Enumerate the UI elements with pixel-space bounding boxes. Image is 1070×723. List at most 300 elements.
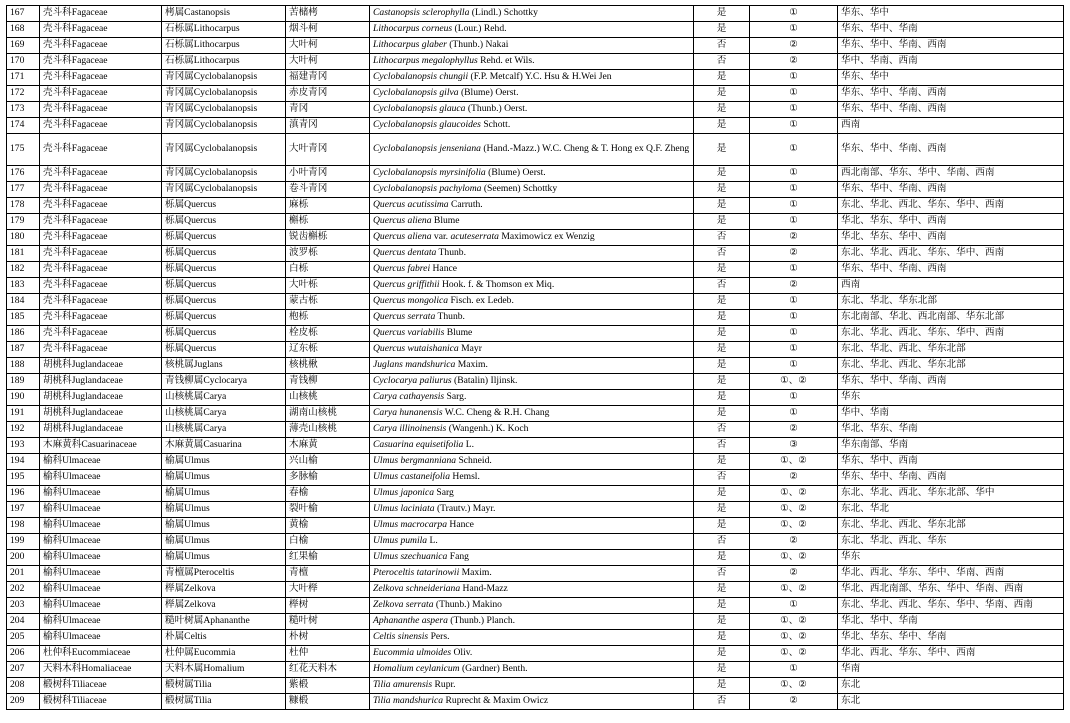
chinese-name-cell: 枹栎 bbox=[286, 310, 370, 326]
table-row bbox=[7, 230, 1064, 246]
table-row bbox=[7, 198, 1064, 214]
family-cell: 胡桃科Juglandaceae bbox=[40, 374, 162, 390]
genus-cell: 栎属Quercus bbox=[162, 214, 286, 230]
scientific-name-cell bbox=[370, 614, 694, 630]
genus-cell: 青冈属Cyclobalanopsis bbox=[162, 86, 286, 102]
category-cell: ①、② bbox=[750, 678, 838, 694]
category-cell: ③ bbox=[750, 438, 838, 454]
table-row bbox=[7, 646, 1064, 662]
category-cell: ① bbox=[750, 326, 838, 342]
scientific-binomial: Cyclobalanopsis jenseniana bbox=[373, 143, 481, 155]
row-number-cell: 193 bbox=[7, 438, 40, 454]
genus-cell: 石栎属Lithocarpus bbox=[162, 22, 286, 38]
scientific-name-cell bbox=[370, 390, 694, 406]
family-cell: 胡桃科Juglandaceae bbox=[40, 422, 162, 438]
row-number-cell: 181 bbox=[7, 246, 40, 262]
authority: (F.P. Metcalf) Y.C. Hsu & H.Wei Jen bbox=[468, 71, 612, 83]
scientific-binomial: Quercus aliena bbox=[373, 231, 432, 243]
distribution-region-cell: 华北、西北、华东、华中、华南、西南 bbox=[838, 566, 1064, 582]
family-cell: 壳斗科Fagaceae bbox=[40, 230, 162, 246]
row-number-cell: 207 bbox=[7, 662, 40, 678]
distribution-region-cell: 东北、华北 bbox=[838, 502, 1064, 518]
authority: (Gardner) Benth. bbox=[459, 663, 528, 675]
authority: Carruth. bbox=[448, 199, 483, 211]
chinese-name-cell: 多脉榆 bbox=[286, 470, 370, 486]
table-row bbox=[7, 6, 1064, 22]
native-flag-cell: 是 bbox=[694, 550, 750, 566]
category-cell: ② bbox=[750, 230, 838, 246]
genus-cell: 榉属Zelkova bbox=[162, 598, 286, 614]
genus-cell: 榆属Ulmus bbox=[162, 502, 286, 518]
category-cell: ① bbox=[750, 6, 838, 22]
row-number-cell: 174 bbox=[7, 118, 40, 134]
native-flag-cell: 否 bbox=[694, 278, 750, 294]
scientific-name-cell bbox=[370, 662, 694, 678]
category-cell: ① bbox=[750, 598, 838, 614]
table-row bbox=[7, 310, 1064, 326]
native-flag-cell: 是 bbox=[694, 374, 750, 390]
scientific-name-cell bbox=[370, 678, 694, 694]
genus-cell: 山核桃属Carya bbox=[162, 390, 286, 406]
native-flag-cell: 是 bbox=[694, 454, 750, 470]
native-flag-cell: 是 bbox=[694, 214, 750, 230]
authority: Hance bbox=[447, 519, 474, 531]
distribution-region-cell: 华北、华东、华中、华南 bbox=[838, 630, 1064, 646]
authority: (Blume) Oerst. bbox=[458, 87, 519, 99]
row-number-cell: 182 bbox=[7, 262, 40, 278]
family-cell: 榆科Ulmaceae bbox=[40, 454, 162, 470]
table-row bbox=[7, 118, 1064, 134]
native-flag-cell: 是 bbox=[694, 310, 750, 326]
native-flag-cell: 是 bbox=[694, 326, 750, 342]
native-flag-cell: 是 bbox=[694, 102, 750, 118]
row-number-cell: 209 bbox=[7, 694, 40, 710]
family-cell: 壳斗科Fagaceae bbox=[40, 246, 162, 262]
genus-cell: 青冈属Cyclobalanopsis bbox=[162, 182, 286, 198]
native-flag-cell: 是 bbox=[694, 70, 750, 86]
authority: Fisch. ex Ledeb. bbox=[448, 295, 514, 307]
distribution-region-cell: 华东、华中、华南、西南 bbox=[838, 102, 1064, 118]
genus-cell: 栎属Quercus bbox=[162, 278, 286, 294]
scientific-binomial: Quercus variabilis bbox=[373, 327, 445, 339]
chinese-name-cell: 麻栎 bbox=[286, 198, 370, 214]
genus-cell: 椴树属Tilia bbox=[162, 694, 286, 710]
table-row bbox=[7, 422, 1064, 438]
authority: Rupr. bbox=[432, 679, 456, 691]
scientific-binomial: Cyclobalanopsis pachyloma bbox=[373, 183, 482, 195]
authority: L. bbox=[463, 439, 475, 451]
scientific-binomial: Celtis sinensis bbox=[373, 631, 429, 643]
scientific-binomial: Cyclobalanopsis glauca bbox=[373, 103, 466, 115]
row-number-cell: 176 bbox=[7, 166, 40, 182]
family-cell: 壳斗科Fagaceae bbox=[40, 86, 162, 102]
category-cell: ① bbox=[750, 294, 838, 310]
category-cell: ① bbox=[750, 134, 838, 166]
category-cell: ② bbox=[750, 422, 838, 438]
chinese-name-cell: 红花天料木 bbox=[286, 662, 370, 678]
category-cell: ① bbox=[750, 662, 838, 678]
genus-cell: 榆属Ulmus bbox=[162, 518, 286, 534]
native-flag-cell: 否 bbox=[694, 230, 750, 246]
native-flag-cell: 否 bbox=[694, 534, 750, 550]
row-number-cell: 198 bbox=[7, 518, 40, 534]
distribution-region-cell: 华北、华中、华南 bbox=[838, 614, 1064, 630]
row-number-cell: 177 bbox=[7, 182, 40, 198]
table-row bbox=[7, 86, 1064, 102]
chinese-name-cell: 大叶柯 bbox=[286, 54, 370, 70]
row-number-cell: 172 bbox=[7, 86, 40, 102]
table-row bbox=[7, 390, 1064, 406]
authority: Hance bbox=[430, 263, 458, 275]
genus-cell: 糙叶树属Aphananthe bbox=[162, 614, 286, 630]
table-row bbox=[7, 566, 1064, 582]
category-cell: ①、② bbox=[750, 582, 838, 598]
native-flag-cell: 是 bbox=[694, 678, 750, 694]
genus-cell: 山核桃属Carya bbox=[162, 406, 286, 422]
authority: Blume bbox=[431, 215, 460, 227]
family-cell: 椴树科Tiliaceae bbox=[40, 694, 162, 710]
authority: (Hand.-Mazz.) W.C. Cheng & T. Hong ex Q.F. Zheng bbox=[480, 143, 690, 155]
native-flag-cell: 是 bbox=[694, 614, 750, 630]
distribution-region-cell: 华东 bbox=[838, 550, 1064, 566]
chinese-name-cell: 辽东栎 bbox=[286, 342, 370, 358]
distribution-region-cell: 华南 bbox=[838, 662, 1064, 678]
distribution-region-cell: 华北、西北南部、华东、华中、华南、西南 bbox=[838, 582, 1064, 598]
scientific-name-cell bbox=[370, 134, 694, 166]
family-cell: 榆科Ulmaceae bbox=[40, 518, 162, 534]
chinese-name-cell: 卷斗青冈 bbox=[286, 182, 370, 198]
distribution-region-cell: 华东、华中、华南、西南 bbox=[838, 86, 1064, 102]
category-cell: ①、② bbox=[750, 486, 838, 502]
distribution-region-cell: 东北、华北、西北、华东北部 bbox=[838, 342, 1064, 358]
row-number-cell: 194 bbox=[7, 454, 40, 470]
family-cell: 榆科Ulmaceae bbox=[40, 470, 162, 486]
distribution-region-cell: 东北、华北、西北、华东北部 bbox=[838, 518, 1064, 534]
genus-cell: 栎属Quercus bbox=[162, 310, 286, 326]
scientific-binomial: Zelkova schneideriana bbox=[373, 583, 461, 595]
category-cell: ①、② bbox=[750, 518, 838, 534]
scientific-name-cell bbox=[370, 694, 694, 710]
row-number-cell: 183 bbox=[7, 278, 40, 294]
scientific-name-cell bbox=[370, 262, 694, 278]
authority: Schneid. bbox=[456, 455, 492, 467]
scientific-binomial: Quercus mongolica bbox=[373, 295, 449, 307]
distribution-region-cell: 东北、华北、西北、华东、华中、西南 bbox=[838, 326, 1064, 342]
native-flag-cell: 是 bbox=[694, 582, 750, 598]
category-cell: ① bbox=[750, 198, 838, 214]
scientific-binomial: Lithocarpus glaber bbox=[373, 39, 447, 51]
chinese-name-cell: 山核桃 bbox=[286, 390, 370, 406]
authority: Oliv. bbox=[451, 647, 473, 659]
distribution-region-cell: 华东、华中、华南、西南 bbox=[838, 374, 1064, 390]
native-flag-cell: 是 bbox=[694, 134, 750, 166]
scientific-name-cell bbox=[370, 486, 694, 502]
category-cell: ① bbox=[750, 406, 838, 422]
category-cell: ② bbox=[750, 470, 838, 486]
scientific-binomial: Ulmus pumila bbox=[373, 535, 428, 547]
authority: Maxim. bbox=[455, 359, 488, 371]
chinese-name-cell: 栓皮栎 bbox=[286, 326, 370, 342]
genus-cell: 石栎属Lithocarpus bbox=[162, 54, 286, 70]
distribution-region-cell: 华东、华中、华南、西南 bbox=[838, 38, 1064, 54]
category-cell: ② bbox=[750, 38, 838, 54]
scientific-name-cell bbox=[370, 342, 694, 358]
category-cell: ①、② bbox=[750, 550, 838, 566]
native-flag-cell: 是 bbox=[694, 646, 750, 662]
family-cell: 壳斗科Fagaceae bbox=[40, 102, 162, 118]
family-cell: 壳斗科Fagaceae bbox=[40, 198, 162, 214]
category-cell: ① bbox=[750, 22, 838, 38]
distribution-region-cell: 西北南部、华东、华中、华南、西南 bbox=[838, 166, 1064, 182]
native-flag-cell: 否 bbox=[694, 246, 750, 262]
row-number-cell: 199 bbox=[7, 534, 40, 550]
scientific-binomial: Cyclobalanopsis myrsinifolia bbox=[373, 167, 486, 179]
family-cell: 木麻黄科Casuarinaceae bbox=[40, 438, 162, 454]
family-cell: 榆科Ulmaceae bbox=[40, 614, 162, 630]
distribution-region-cell: 华东、华中、华南、西南 bbox=[838, 262, 1064, 278]
variety-authority: Maximowicz ex Wenzig bbox=[498, 231, 595, 243]
row-number-cell: 169 bbox=[7, 38, 40, 54]
native-flag-cell: 否 bbox=[694, 38, 750, 54]
family-cell: 榆科Ulmaceae bbox=[40, 566, 162, 582]
category-cell: ① bbox=[750, 358, 838, 374]
scientific-name-cell bbox=[370, 374, 694, 390]
authority: Rehd. et Wils. bbox=[477, 55, 535, 67]
row-number-cell: 190 bbox=[7, 390, 40, 406]
scientific-name-cell bbox=[370, 566, 694, 582]
authority: (Batalin) Iljinsk. bbox=[451, 375, 518, 387]
distribution-region-cell: 华北、西北、华东、华中、西南 bbox=[838, 646, 1064, 662]
native-flag-cell: 是 bbox=[694, 358, 750, 374]
genus-cell: 青冈属Cyclobalanopsis bbox=[162, 70, 286, 86]
chinese-name-cell: 裂叶榆 bbox=[286, 502, 370, 518]
scientific-binomial: Quercus griffithii bbox=[373, 279, 440, 291]
chinese-name-cell: 青檀 bbox=[286, 566, 370, 582]
scientific-binomial: Ulmus castaneifolia bbox=[373, 471, 451, 483]
genus-cell: 榆属Ulmus bbox=[162, 470, 286, 486]
row-number-cell: 178 bbox=[7, 198, 40, 214]
genus-cell: 青冈属Cyclobalanopsis bbox=[162, 134, 286, 166]
scientific-binomial: Ulmus szechuanica bbox=[373, 551, 448, 563]
genus-cell: 榉属Zelkova bbox=[162, 582, 286, 598]
scientific-binomial: Lithocarpus megalophyllus bbox=[373, 55, 478, 67]
scientific-binomial: Homalium ceylanicum bbox=[373, 663, 460, 675]
family-cell: 壳斗科Fagaceae bbox=[40, 118, 162, 134]
scientific-name-cell bbox=[370, 582, 694, 598]
distribution-region-cell: 华中、华南、西南 bbox=[838, 54, 1064, 70]
chinese-name-cell: 滇青冈 bbox=[286, 118, 370, 134]
genus-cell: 栎属Quercus bbox=[162, 326, 286, 342]
family-cell: 胡桃科Juglandaceae bbox=[40, 358, 162, 374]
scientific-name-cell bbox=[370, 294, 694, 310]
scientific-binomial: Quercus wutaishanica bbox=[373, 343, 459, 355]
native-flag-cell: 是 bbox=[694, 198, 750, 214]
chinese-name-cell: 白栎 bbox=[286, 262, 370, 278]
genus-cell: 榆属Ulmus bbox=[162, 486, 286, 502]
family-cell: 壳斗科Fagaceae bbox=[40, 326, 162, 342]
distribution-region-cell: 华北、华东、华中、西南 bbox=[838, 230, 1064, 246]
table-row bbox=[7, 598, 1064, 614]
row-number-cell: 175 bbox=[7, 134, 40, 166]
distribution-region-cell: 华东、华中 bbox=[838, 6, 1064, 22]
species-table bbox=[6, 5, 1064, 710]
distribution-region-cell: 华北、华东、华中、西南 bbox=[838, 214, 1064, 230]
authority: W.C. Cheng & R.H. Chang bbox=[442, 407, 550, 419]
authority: Fang bbox=[447, 551, 469, 563]
distribution-region-cell: 东北、华北、西北、华东北部 bbox=[838, 358, 1064, 374]
distribution-region-cell: 东北 bbox=[838, 678, 1064, 694]
native-flag-cell: 否 bbox=[694, 422, 750, 438]
scientific-name-cell bbox=[370, 310, 694, 326]
family-cell: 壳斗科Fagaceae bbox=[40, 22, 162, 38]
table-row bbox=[7, 326, 1064, 342]
scientific-name-cell bbox=[370, 630, 694, 646]
category-cell: ① bbox=[750, 86, 838, 102]
category-cell: ① bbox=[750, 102, 838, 118]
row-number-cell: 203 bbox=[7, 598, 40, 614]
genus-cell: 榆属Ulmus bbox=[162, 550, 286, 566]
scientific-binomial: Ulmus macrocarpa bbox=[373, 519, 447, 531]
table-row bbox=[7, 662, 1064, 678]
authority: Schott. bbox=[480, 119, 511, 131]
genus-cell: 山核桃属Carya bbox=[162, 422, 286, 438]
authority: Hook. f. & Thomson ex Miq. bbox=[439, 279, 555, 291]
category-cell: ①、② bbox=[750, 614, 838, 630]
scientific-name-cell bbox=[370, 598, 694, 614]
scientific-name-cell bbox=[370, 198, 694, 214]
authority: (Thunb.) Oerst. bbox=[465, 103, 528, 115]
native-flag-cell: 是 bbox=[694, 598, 750, 614]
chinese-name-cell: 大叶青冈 bbox=[286, 134, 370, 166]
chinese-name-cell: 糠椴 bbox=[286, 694, 370, 710]
table-row bbox=[7, 342, 1064, 358]
chinese-name-cell: 槲栎 bbox=[286, 214, 370, 230]
row-number-cell: 206 bbox=[7, 646, 40, 662]
scientific-name-cell bbox=[370, 518, 694, 534]
native-flag-cell: 否 bbox=[694, 470, 750, 486]
table-row bbox=[7, 614, 1064, 630]
category-cell: ② bbox=[750, 566, 838, 582]
authority: (Lindl.) Schottky bbox=[469, 7, 538, 19]
authority: L. bbox=[427, 535, 438, 547]
genus-cell: 核桃属Juglans bbox=[162, 358, 286, 374]
row-number-cell: 184 bbox=[7, 294, 40, 310]
genus-cell: 椴树属Tilia bbox=[162, 678, 286, 694]
distribution-region-cell: 华东、华中、华南 bbox=[838, 22, 1064, 38]
genus-cell: 青冈属Cyclobalanopsis bbox=[162, 166, 286, 182]
category-cell: ① bbox=[750, 118, 838, 134]
native-flag-cell: 是 bbox=[694, 630, 750, 646]
distribution-region-cell: 华东、华中 bbox=[838, 70, 1064, 86]
category-cell: ② bbox=[750, 278, 838, 294]
scientific-name-cell bbox=[370, 326, 694, 342]
scientific-binomial: Quercus dentata bbox=[373, 247, 437, 259]
table-row bbox=[7, 262, 1064, 278]
family-cell: 壳斗科Fagaceae bbox=[40, 70, 162, 86]
scientific-binomial: Quercus serrata bbox=[373, 311, 436, 323]
scientific-name-cell bbox=[370, 182, 694, 198]
scientific-binomial: Cyclobalanopsis gilva bbox=[373, 87, 459, 99]
family-cell: 胡桃科Juglandaceae bbox=[40, 390, 162, 406]
family-cell: 壳斗科Fagaceae bbox=[40, 166, 162, 182]
family-cell: 壳斗科Fagaceae bbox=[40, 182, 162, 198]
chinese-name-cell: 大叶柯 bbox=[286, 38, 370, 54]
row-number-cell: 202 bbox=[7, 582, 40, 598]
table-row bbox=[7, 278, 1064, 294]
genus-cell: 栎属Quercus bbox=[162, 230, 286, 246]
table-row bbox=[7, 582, 1064, 598]
chinese-name-cell: 杜仲 bbox=[286, 646, 370, 662]
row-number-cell: 201 bbox=[7, 566, 40, 582]
distribution-region-cell: 华中、华南 bbox=[838, 406, 1064, 422]
table-body bbox=[7, 6, 1064, 710]
native-flag-cell: 否 bbox=[694, 566, 750, 582]
chinese-name-cell: 波罗栎 bbox=[286, 246, 370, 262]
row-number-cell: 186 bbox=[7, 326, 40, 342]
row-number-cell: 171 bbox=[7, 70, 40, 86]
genus-cell: 杜仲属Eucommia bbox=[162, 646, 286, 662]
distribution-region-cell: 华东、华中、华南、西南 bbox=[838, 134, 1064, 166]
scientific-name-cell bbox=[370, 358, 694, 374]
row-number-cell: 205 bbox=[7, 630, 40, 646]
authority: (Trautv.) Mayr. bbox=[434, 503, 496, 515]
genus-cell: 青冈属Cyclobalanopsis bbox=[162, 102, 286, 118]
row-number-cell: 168 bbox=[7, 22, 40, 38]
family-cell: 榆科Ulmaceae bbox=[40, 582, 162, 598]
native-flag-cell: 是 bbox=[694, 166, 750, 182]
family-cell: 壳斗科Fagaceae bbox=[40, 38, 162, 54]
scientific-binomial: Carya hunanensis bbox=[373, 407, 443, 419]
scientific-binomial: Quercus aliena bbox=[373, 215, 432, 227]
distribution-region-cell: 西南 bbox=[838, 278, 1064, 294]
family-cell: 壳斗科Fagaceae bbox=[40, 214, 162, 230]
family-cell: 杜仲科Eucommiaceae bbox=[40, 646, 162, 662]
category-cell: ① bbox=[750, 70, 838, 86]
native-flag-cell: 是 bbox=[694, 22, 750, 38]
row-number-cell: 191 bbox=[7, 406, 40, 422]
scientific-name-cell bbox=[370, 550, 694, 566]
scientific-name-cell bbox=[370, 246, 694, 262]
authority: Mayr bbox=[458, 343, 482, 355]
authority: Sarg bbox=[434, 487, 454, 499]
scientific-binomial: Quercus fabrei bbox=[373, 263, 431, 275]
authority: (Blume) Oerst. bbox=[485, 167, 546, 179]
chinese-name-cell: 大叶榉 bbox=[286, 582, 370, 598]
scientific-binomial: Carya illinoinensis bbox=[373, 423, 447, 435]
scientific-binomial: Tilia mandshurica bbox=[373, 695, 444, 707]
category-cell: ①、② bbox=[750, 454, 838, 470]
chinese-name-cell: 青钱柳 bbox=[286, 374, 370, 390]
table-row bbox=[7, 374, 1064, 390]
table-row bbox=[7, 54, 1064, 70]
scientific-name-cell bbox=[370, 230, 694, 246]
table-row bbox=[7, 406, 1064, 422]
genus-cell: 天料木属Homalium bbox=[162, 662, 286, 678]
genus-cell: 栎属Quercus bbox=[162, 262, 286, 278]
genus-cell: 栲属Castanopsis bbox=[162, 6, 286, 22]
scientific-binomial: Ulmus japonica bbox=[373, 487, 435, 499]
table-row bbox=[7, 294, 1064, 310]
table-row bbox=[7, 694, 1064, 710]
row-number-cell: 197 bbox=[7, 502, 40, 518]
family-cell: 榆科Ulmaceae bbox=[40, 630, 162, 646]
chinese-name-cell: 木麻黄 bbox=[286, 438, 370, 454]
scientific-binomial: Juglans mandshurica bbox=[373, 359, 456, 371]
category-cell: ①、② bbox=[750, 502, 838, 518]
native-flag-cell: 是 bbox=[694, 182, 750, 198]
scientific-name-cell bbox=[370, 54, 694, 70]
authority: Thunb. bbox=[435, 311, 465, 323]
